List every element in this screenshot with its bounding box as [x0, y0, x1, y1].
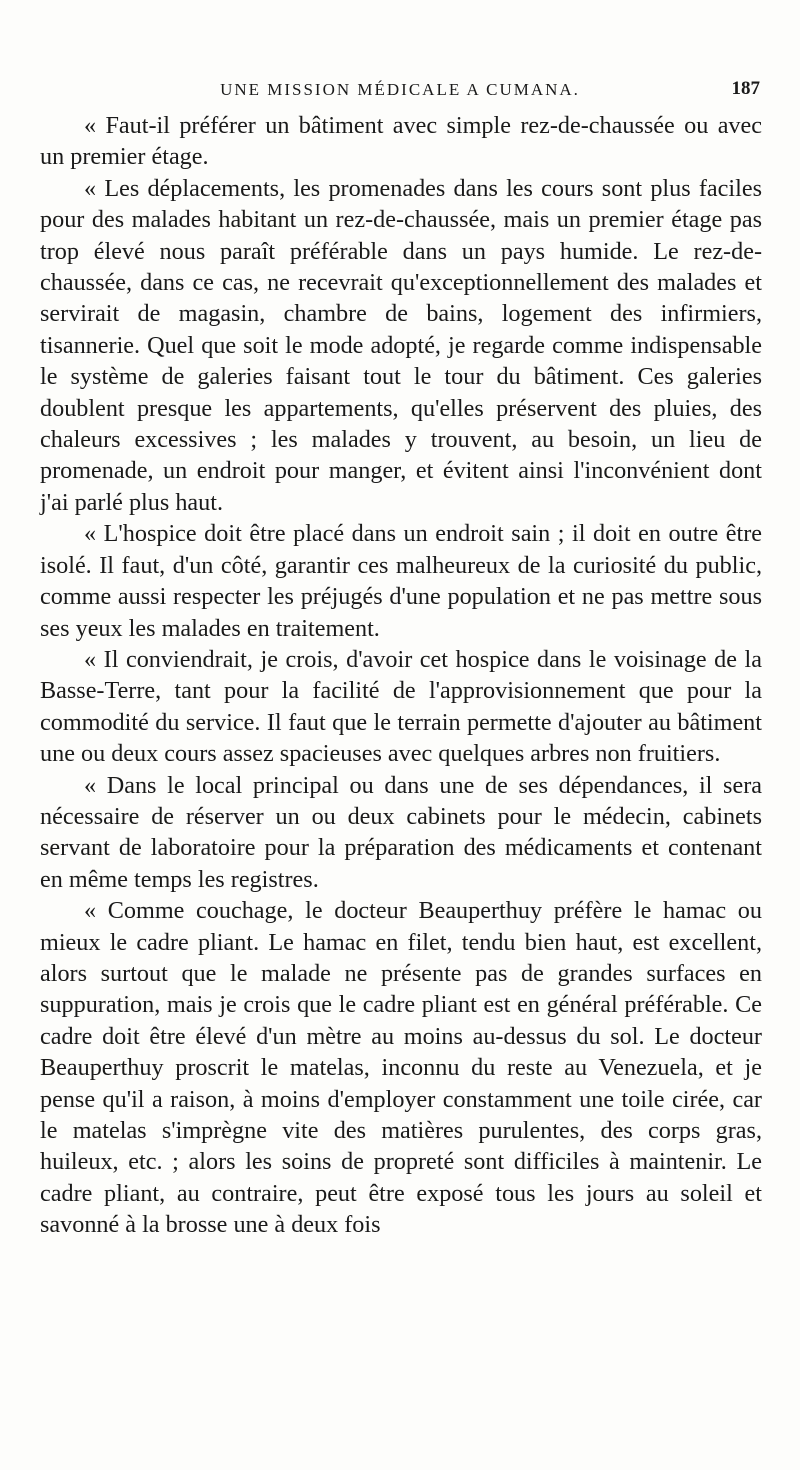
paragraph: « Les déplacements, les promenades dans les cours sont plus faciles pour des malades habitant un rez-de-chaussée, mais un premier étage pas trop élevé nous paraît préférable dans un pays humide. Le rez-de-chaussée, dans ce cas, ne recevrait qu'exceptionnellement des malades et servirait de magasin, chambre de bains, logement des infirmiers, tisannerie. Quel que soit le mode adopté, je regarde comme indispensable le système de galeries faisant tout le tour du bâtiment. Ces galeries doublent presque les appartements, qu'elles préservent des pluies, des chaleurs excessives ; les malades y trouvent, au besoin, un lieu de promenade, un endroit pour manger, et évitent ainsi l'inconvénient dont j'ai parlé plus haut.: [40, 174, 762, 516]
page-number: 187: [731, 78, 760, 99]
paragraph: « Dans le local principal ou dans une de ses dépendances, il sera nécessaire de réserver un ou deux cabinets pour le médecin, cabinets servant de laboratoire pour la préparation des médicaments et contenant en même temps les registres.: [40, 771, 762, 893]
running-title: UNE MISSION MÉDICALE A CUMANA.: [220, 80, 580, 99]
body-text: [40, 110, 762, 1241]
paragraph: « L'hospice doit être placé dans un endroit sain ; il doit en outre être isolé. Il faut, d'un côté, garantir ces malheureux de la curiosité du public, comme aussi respecter les préjugés d'une population et ne pas mettre sous ses yeux les malades en traitement.: [40, 520, 762, 642]
paragraph: « Faut-il préférer un bâtiment avec simple rez-de-chaussée ou avec un premier étage.: [40, 112, 762, 171]
paragraph: « Comme couchage, le docteur Beauperthuy préfère le hamac ou mieux le cadre pliant. Le hamac en filet, tendu bien haut, est excellent, alors surtout que le malade ne présente pas de grandes surfaces en suppuration, mais je crois que le cadre pliant est en général préférable. Ce cadre doit être élevé d'un mètre au moins au-dessus du sol. Le docteur Beauperthuy proscrit le matelas, inconnu du reste au Venezuela, et je pense qu'il a raison, à moins d'employer constamment une toile cirée, car le matelas s'imprègne vite des matières purulentes, des corps gras, huileux, etc. ; alors les soins de propreté sont difficiles à maintenir. Le cadre pliant, au contraire, peut être exposé tous les jours au soleil et savonné à la brosse une à deux fois: [40, 897, 762, 1239]
paragraph: « Il conviendrait, je crois, d'avoir cet hospice dans le voisinage de la Basse-Terre, tant pour la facilité de l'approvisionnement que pour la commodité du service. Il faut que le terrain permette d'ajouter au bâtiment une ou deux cours assez spacieuses avec quelques arbres non fruitiers.: [40, 645, 762, 768]
running-head: [40, 76, 760, 106]
